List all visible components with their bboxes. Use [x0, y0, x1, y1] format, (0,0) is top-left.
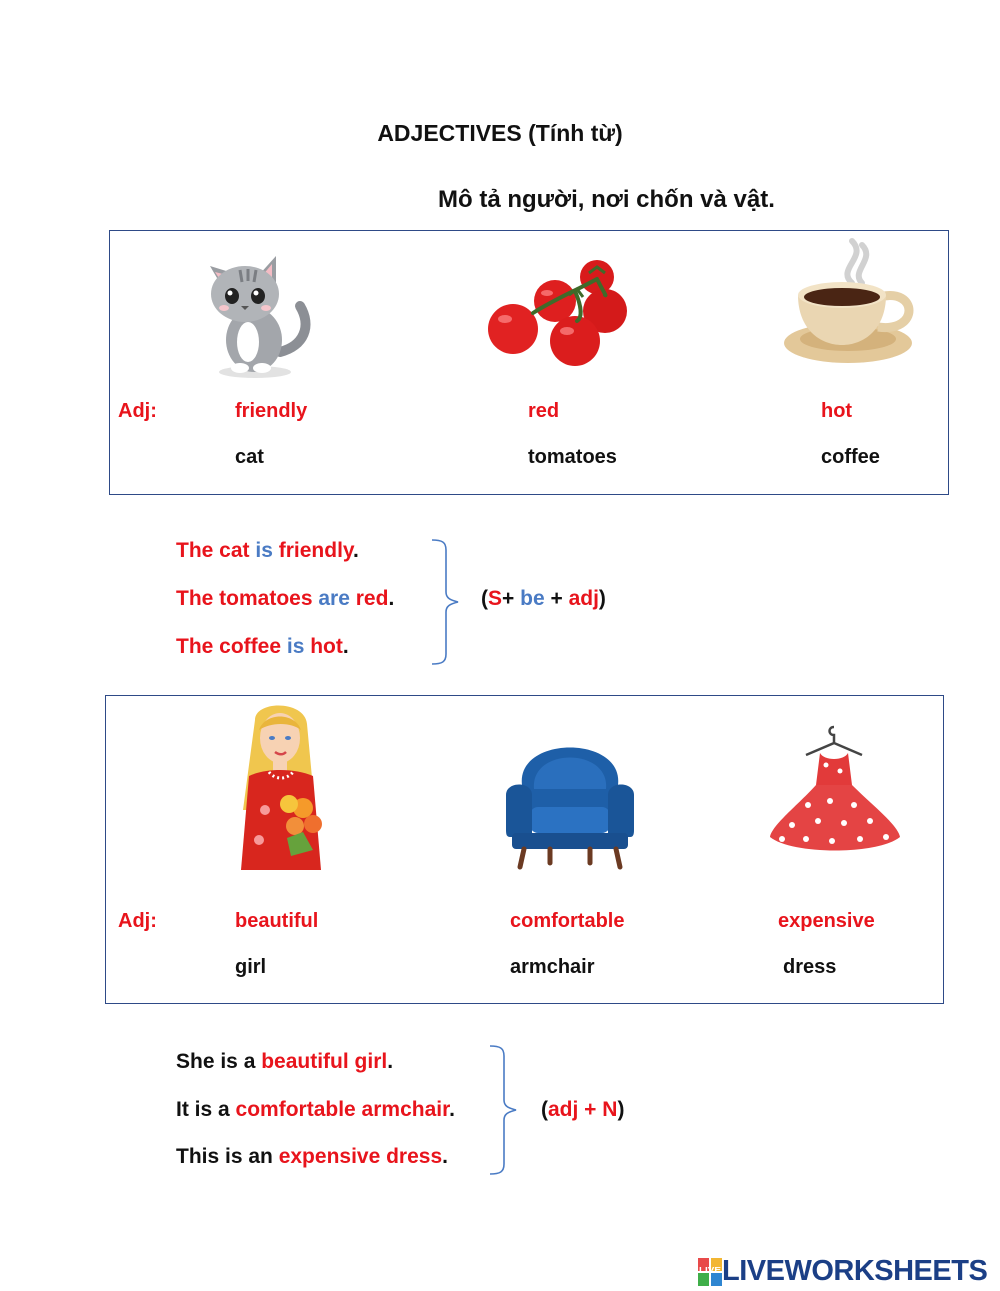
noun-dress: dress	[783, 956, 837, 978]
page-subtitle: Mô tả người, nơi chốn và vật.	[438, 186, 775, 213]
adj-label-1: Adj:	[118, 400, 157, 422]
sentence-5	[176, 1098, 455, 1122]
formula-open: (	[481, 587, 488, 610]
noun-girl: girl	[235, 956, 267, 978]
sentence-phrase: comfortable armchair	[235, 1098, 450, 1121]
girl-image	[225, 700, 335, 870]
sentence-3	[176, 635, 349, 659]
sentence-phrase: expensive dress	[278, 1145, 443, 1168]
cat-image	[200, 248, 315, 380]
sentence-period: .	[353, 539, 359, 562]
formula-plus: +	[502, 587, 521, 610]
tomatoes-image	[485, 255, 635, 370]
sentence-1	[176, 539, 359, 563]
adjective-expensive: expensive	[778, 910, 875, 932]
adjective-friendly: friendly	[235, 400, 308, 422]
sentence-period: .	[342, 635, 349, 658]
sentence-subject: The tomatoes	[176, 587, 313, 610]
noun-cat: cat	[235, 446, 264, 468]
liveworksheets-logo-icon	[698, 1258, 722, 1286]
adjective-beautiful: beautiful	[235, 910, 319, 932]
sentence-prefix: She is a	[176, 1050, 262, 1073]
sentence-verb: are	[318, 587, 350, 610]
sentence-adjective: red	[355, 587, 389, 610]
adjective-comfortable: comfortable	[510, 910, 625, 932]
sentence-adjective: hot	[310, 635, 343, 658]
adj-label-2: Adj:	[118, 910, 157, 932]
adjective-hot: hot	[821, 400, 853, 422]
sentence-verb: is	[255, 539, 273, 562]
sentence-subject: The coffee	[176, 635, 282, 658]
coffee-image	[780, 235, 920, 375]
logo-letters: LIVE	[699, 1266, 722, 1274]
liveworksheets-logo	[698, 1255, 987, 1288]
sentence-verb: is	[286, 635, 305, 658]
sentence-subject: The cat	[176, 539, 250, 562]
page-title: ADJECTIVES (Tính từ)	[377, 120, 623, 146]
formula-plus: +	[544, 587, 569, 610]
noun-armchair: armchair	[510, 956, 595, 978]
formula-adj: adj	[568, 587, 599, 610]
formula-s-be-adj	[481, 587, 606, 611]
sentence-4	[176, 1050, 393, 1074]
sentence-2	[176, 587, 394, 611]
noun-tomatoes: tomatoes	[528, 446, 617, 468]
right-brace-2	[486, 1044, 526, 1176]
armchair-image	[500, 725, 640, 870]
right-brace-1	[428, 538, 468, 666]
formula-adj-noun: adj + N	[548, 1098, 618, 1121]
formula-close: )	[598, 587, 606, 610]
formula-adj-n	[541, 1098, 624, 1122]
dress-image	[768, 725, 903, 865]
sentence-phrase: beautiful girl	[261, 1050, 388, 1073]
sentence-period: .	[449, 1098, 455, 1121]
sentence-prefix: This is an	[176, 1145, 279, 1168]
sentence-adjective: friendly	[278, 539, 354, 562]
formula-open: (	[541, 1098, 548, 1121]
adjective-red: red	[528, 400, 560, 422]
noun-coffee: coffee	[821, 446, 880, 468]
formula-subject: S	[488, 587, 503, 610]
formula-be: be	[520, 587, 545, 610]
sentence-6	[176, 1145, 448, 1169]
sentence-period: .	[442, 1145, 448, 1168]
logo-text: LIVEWORKSHEETS	[722, 1255, 988, 1287]
sentence-period: .	[388, 587, 395, 610]
sentence-period: .	[387, 1050, 394, 1073]
sentence-prefix: It is a	[176, 1098, 236, 1121]
formula-close: )	[617, 1098, 625, 1121]
